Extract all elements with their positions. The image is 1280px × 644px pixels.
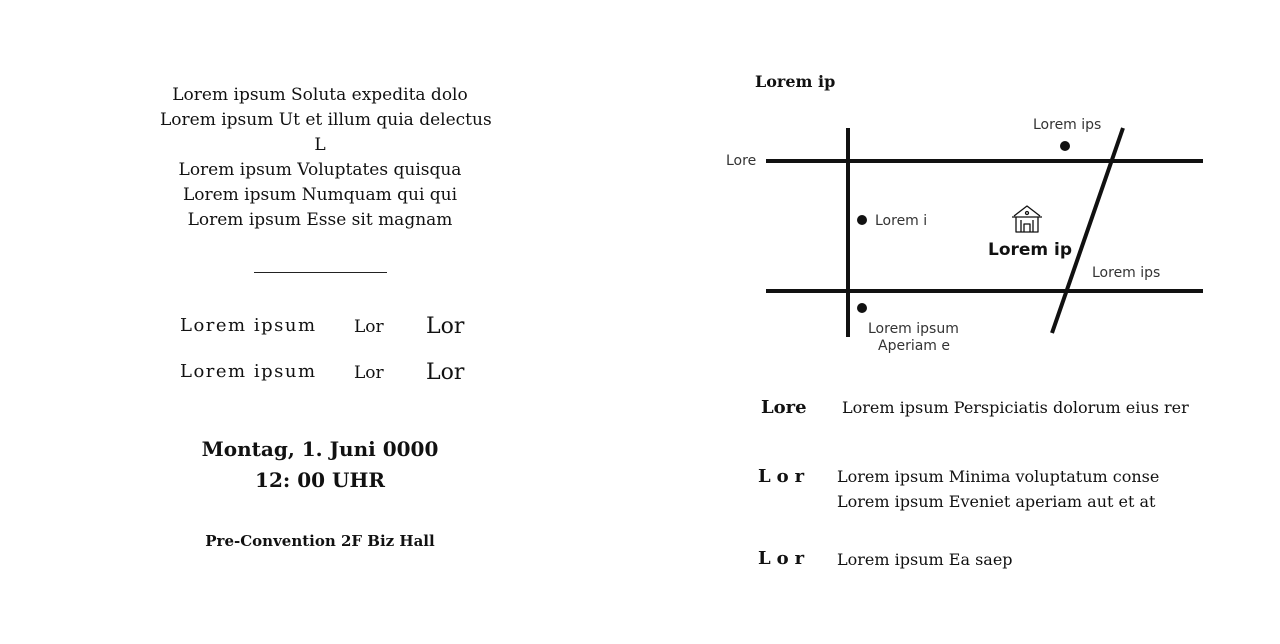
location-map (720, 110, 1220, 360)
event-time: 12: 00 UHR (255, 468, 385, 492)
info-label: Lore (761, 397, 807, 418)
intro-line: L (314, 135, 326, 155)
intro-line: Lorem ipsum Numquam qui qui (182, 185, 458, 205)
map-point (857, 303, 867, 313)
name-label: Lorem ipsum (180, 361, 317, 382)
road-diagonal (1052, 128, 1123, 333)
building-icon (1012, 206, 1042, 232)
map-venue-label: Lorem ip (988, 240, 1073, 260)
divider (254, 272, 387, 273)
info-value: Lorem ipsum Ea saep (837, 550, 1013, 569)
info-value: Lorem ipsum Minima voluptatum conse (837, 467, 1160, 486)
name-row (0, 314, 640, 344)
intro-line: Lorem ipsum Soluta expedita dolo (172, 85, 468, 105)
event-venue: Pre-Convention 2F Biz Hall (205, 532, 435, 550)
map-title: Lorem ip (755, 72, 836, 91)
map-label-right-road: Lorem ips (1092, 265, 1161, 281)
name-small: Lor (354, 317, 384, 337)
info-label: Lor (758, 548, 811, 569)
map-label-bottom-2: Aperiam e (878, 338, 951, 354)
name-label: Lorem ipsum (180, 315, 317, 336)
map-label-road-left: Lore (726, 153, 757, 169)
map-label-top-right: Lorem ips (1033, 117, 1102, 133)
name-row (0, 360, 640, 390)
info-value: Lorem ipsum Eveniet aperiam aut et at (837, 492, 1156, 511)
name-big: Lor (426, 360, 465, 385)
map-point (857, 215, 867, 225)
intro-text (160, 83, 492, 233)
map-label-bottom-1: Lorem ipsum (868, 321, 959, 337)
event-date: Montag, 1. Juni 0000 (201, 437, 439, 461)
map-point (1060, 141, 1070, 151)
info-value: Lorem ipsum Perspiciatis dolorum eius rer (842, 398, 1189, 417)
info-label: Lor (758, 466, 811, 487)
intro-line: Lorem ipsum Ut et illum quia delectus (160, 110, 492, 130)
intro-line: Lorem ipsum Voluptates quisqua (178, 160, 462, 180)
name-small: Lor (354, 363, 384, 383)
intro-line: Lorem ipsum Esse sit magnam (187, 210, 453, 230)
map-label-left-point: Lorem i (875, 213, 928, 229)
name-big: Lor (426, 314, 465, 339)
